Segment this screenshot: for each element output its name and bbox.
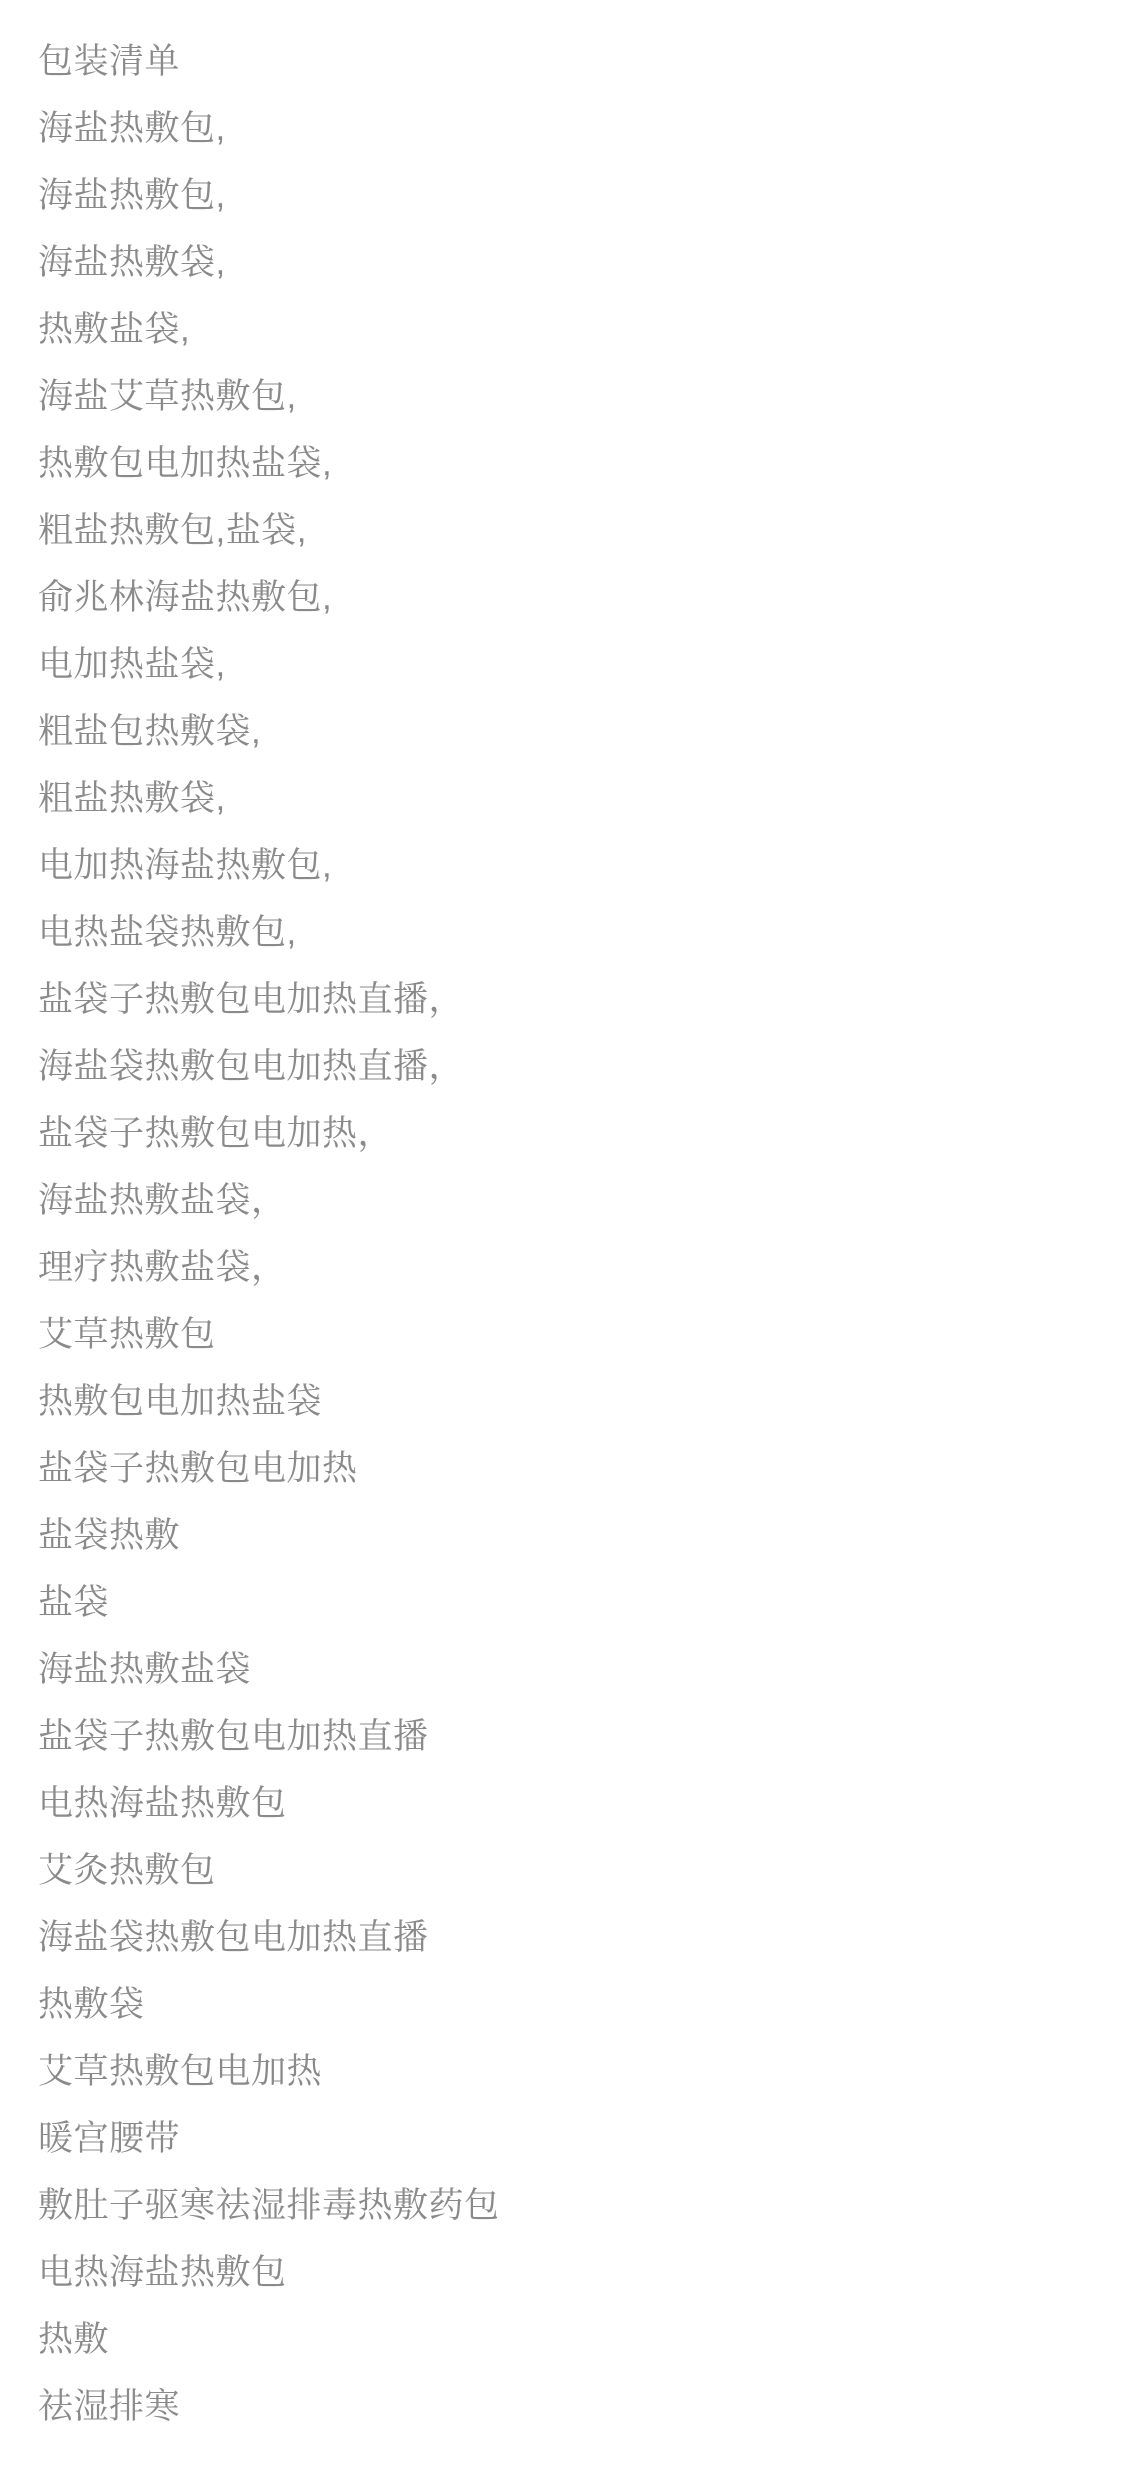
list-item: 盐袋子热敷包电加热， [38, 1114, 394, 1153]
list-item: 热敷袋 [38, 1985, 145, 2024]
list-item: 热敷 [38, 2320, 110, 2359]
list-item: 海盐热敷盐袋， [38, 1181, 287, 1220]
list-item: 海盐艾草热敷包, [38, 377, 297, 416]
list-item: 粗盐热敷袋, [38, 779, 226, 818]
list-item: 海盐热敷袋, [38, 243, 226, 282]
list-item: 海盐袋热敷包电加热直播 [38, 1918, 429, 1957]
list-item: 盐袋热敷 [38, 1516, 181, 1555]
list-item: 海盐袋热敷包电加热直播， [38, 1047, 465, 1086]
list-item: 盐袋子热敷包电加热直播， [38, 980, 465, 1019]
list-item: 海盐热敷包, [38, 109, 226, 148]
list-item: 电热海盐热敷包 [38, 1784, 287, 1823]
list-item: 热敷盐袋, [38, 310, 191, 349]
list-item: 理疗热敷盐袋， [38, 1248, 287, 1287]
list-item: 盐袋子热敷包电加热 [38, 1449, 358, 1488]
list-item: 敷肚子驱寒祛湿排毒热敷药包 [38, 2186, 500, 2225]
list-item: 热敷包电加热盐袋, [38, 444, 333, 483]
list-item: 粗盐包热敷袋, [38, 712, 262, 751]
list-item: 海盐热敷盐袋 [38, 1650, 252, 1689]
list-item: 粗盐热敷包,盐袋, [38, 511, 307, 550]
list-item: 艾草热敷包电加热 [38, 2052, 323, 2091]
list-item: 海盐热敷包, [38, 176, 226, 215]
list-item: 盐袋 [38, 1583, 110, 1622]
list-item: 祛湿排寒 [38, 2387, 181, 2426]
list-item: 艾灸热敷包 [38, 1851, 216, 1890]
list-item: 俞兆林海盐热敷包, [38, 578, 333, 617]
list-item: 暖宫腰带 [38, 2119, 181, 2158]
list-item: 盐袋子热敷包电加热直播 [38, 1717, 429, 1756]
list-item: 电热海盐热敷包 [38, 2253, 287, 2292]
list-item: 电热盐袋热敷包, [38, 913, 297, 952]
list-item: 电加热盐袋, [38, 645, 226, 684]
list-item: 艾草热敷包 [38, 1315, 216, 1354]
list-item: 热敷包电加热盐袋 [38, 1382, 323, 1421]
list-item: 电加热海盐热敷包, [38, 846, 333, 885]
page-title: 包装清单 [38, 42, 181, 81]
